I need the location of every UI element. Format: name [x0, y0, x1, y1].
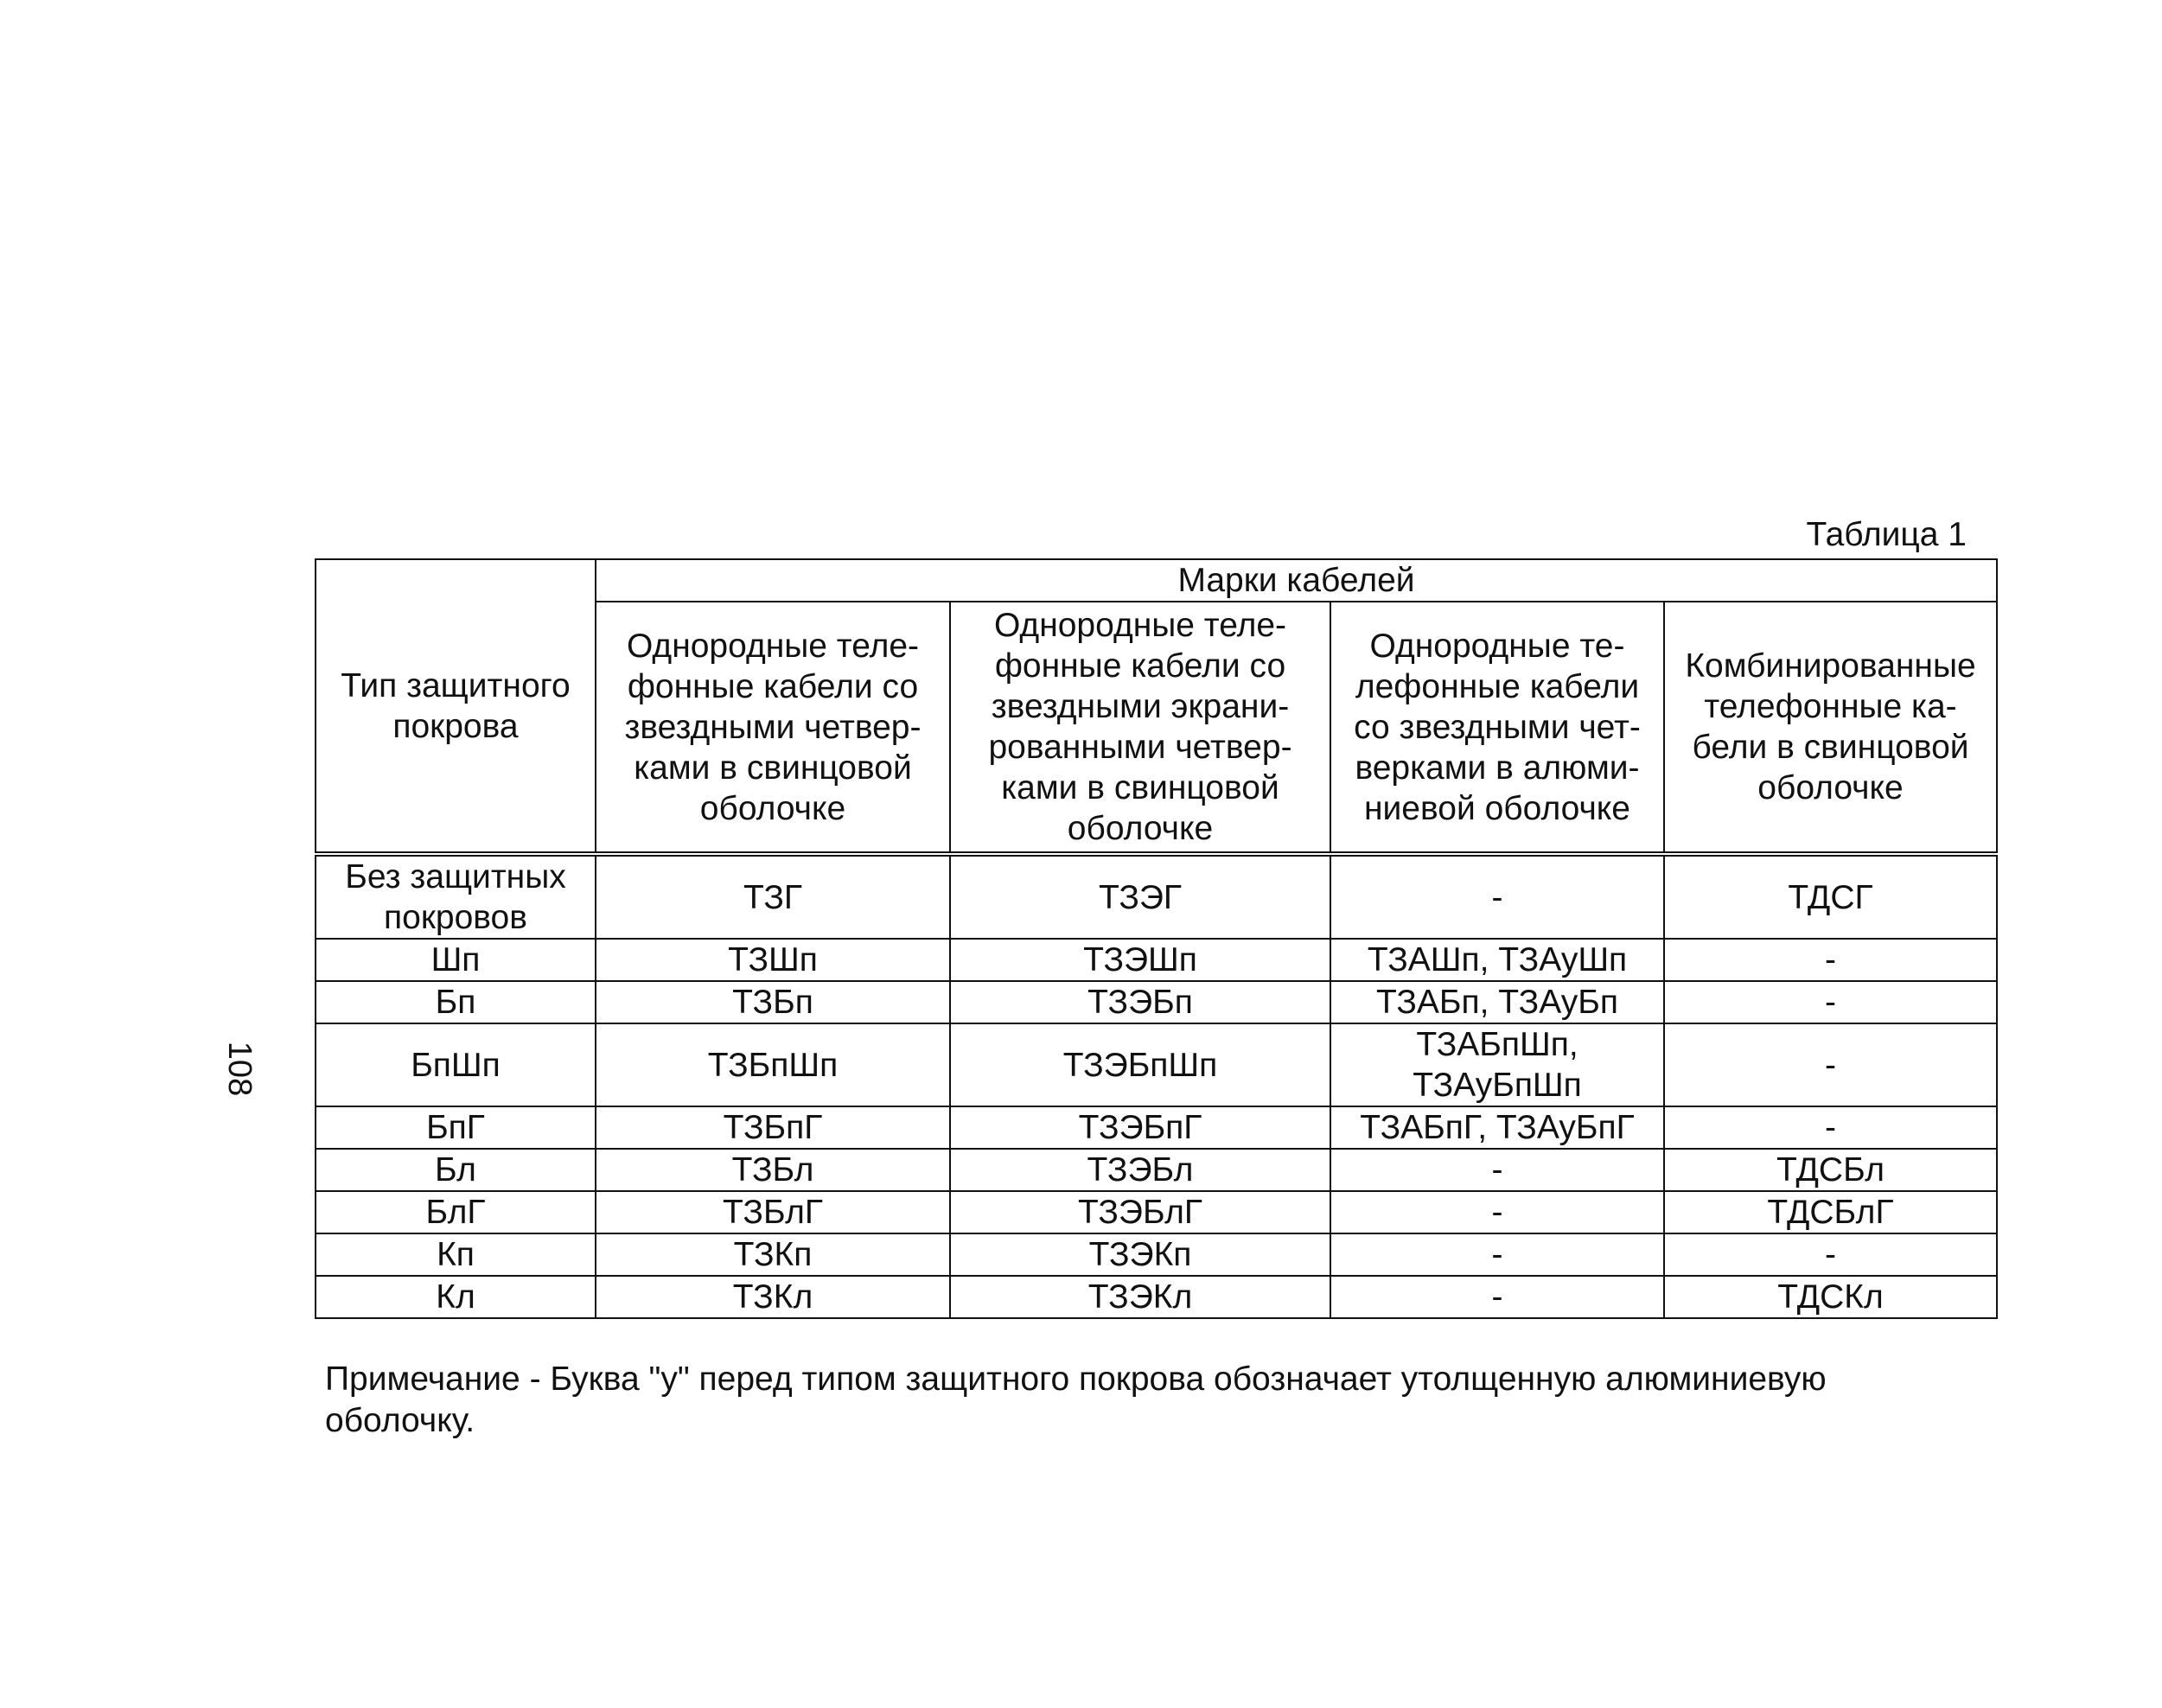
table-cell: ТДСГ	[1664, 854, 1997, 939]
table-cell: ТЗАБп, ТЗАуБп	[1330, 981, 1664, 1023]
table-cell: -	[1664, 1023, 1997, 1106]
table-cell: ТЗЭБпГ	[950, 1106, 1330, 1149]
table-cell: Без защитных покровов	[316, 854, 596, 939]
table-row	[316, 939, 1997, 981]
table-cell: Кл	[316, 1276, 596, 1318]
table-cell: ТЗКп	[596, 1233, 950, 1276]
table-cell: Бп	[316, 981, 596, 1023]
table-cell: ТЗБп	[596, 981, 950, 1023]
table-cell: ТЗЭГ	[950, 854, 1330, 939]
table-cell: ТЗЭКл	[950, 1276, 1330, 1318]
table-caption: Таблица 1	[1806, 516, 1967, 553]
table-cell: -	[1664, 981, 1997, 1023]
table-note: Примечание - Буква "у" перед типом защитного покрова обозначает утолщенную алюминиевую оболочку.	[325, 1361, 1827, 1439]
table-cell: -	[1664, 939, 1997, 981]
column-header-3: Однородные те-лефонные кабели со звездными чет-верками в алюми-ниевой оболочке	[1330, 602, 1664, 854]
protective-cover-type-header: Тип защитного покрова	[316, 559, 596, 854]
table-cell: ТЗАБпГ, ТЗАуБпГ	[1330, 1106, 1664, 1149]
column-header-2: Однородные теле-фонные кабели со звездными экрани-рованными четвер-ками в свинцовой оболочке	[950, 602, 1330, 854]
table-cell: ТЗБлГ	[596, 1191, 950, 1233]
page-number: 108	[221, 1041, 258, 1097]
table-cell: ТЗКл	[596, 1276, 950, 1318]
table-cell: -	[1330, 1276, 1664, 1318]
table-cell: ТЗЭБлГ	[950, 1191, 1330, 1233]
table-row	[316, 1149, 1997, 1191]
table-row	[316, 1106, 1997, 1149]
column-header-4: Комбинированные телефонные ка-бели в свинцовой оболочке	[1664, 602, 1997, 854]
table-row	[316, 854, 1997, 939]
table-row	[316, 1191, 1997, 1233]
table-row	[316, 1233, 1997, 1276]
table-cell: БпШп	[316, 1023, 596, 1106]
table-cell: -	[1330, 1191, 1664, 1233]
table-cell: ТЗЭШп	[950, 939, 1330, 981]
table-cell: Шп	[316, 939, 596, 981]
table-cell: -	[1664, 1106, 1997, 1149]
table-cell: ТЗАШп, ТЗАуШп	[1330, 939, 1664, 981]
table-cell: БпГ	[316, 1106, 596, 1149]
table-cell: ТЗГ	[596, 854, 950, 939]
table-cell: ТДСБлГ	[1664, 1191, 1997, 1233]
table-cell: -	[1330, 854, 1664, 939]
table-cell: ТЗАБпШп, ТЗАуБпШп	[1330, 1023, 1664, 1106]
table-cell: -	[1330, 1233, 1664, 1276]
table-cell: БлГ	[316, 1191, 596, 1233]
table-cell: ТДСБл	[1664, 1149, 1997, 1191]
table-cell: -	[1330, 1149, 1664, 1191]
table-cell: ТЗЭБл	[950, 1149, 1330, 1191]
table-cell: ТЗШп	[596, 939, 950, 981]
column-header-1: Однородные теле-фонные кабели со звездными четвер-ками в свинцовой оболочке	[596, 602, 950, 854]
cable-marks-group-header: Марки кабелей	[596, 559, 1997, 602]
table-cell: ТЗЭБпШп	[950, 1023, 1330, 1106]
table-cell: Кп	[316, 1233, 596, 1276]
cable-marks-table	[315, 558, 1998, 1319]
table-cell: -	[1664, 1233, 1997, 1276]
table-row	[316, 981, 1997, 1023]
table-cell: Бл	[316, 1149, 596, 1191]
table-cell: ТЗЭКп	[950, 1233, 1330, 1276]
table-cell: ТЗБпГ	[596, 1106, 950, 1149]
table-row	[316, 1023, 1997, 1106]
table-row	[316, 1276, 1997, 1318]
table-cell: ТДСКл	[1664, 1276, 1997, 1318]
table-cell: ТЗБпШп	[596, 1023, 950, 1106]
table-cell: ТЗБл	[596, 1149, 950, 1191]
table-cell: ТЗЭБп	[950, 981, 1330, 1023]
